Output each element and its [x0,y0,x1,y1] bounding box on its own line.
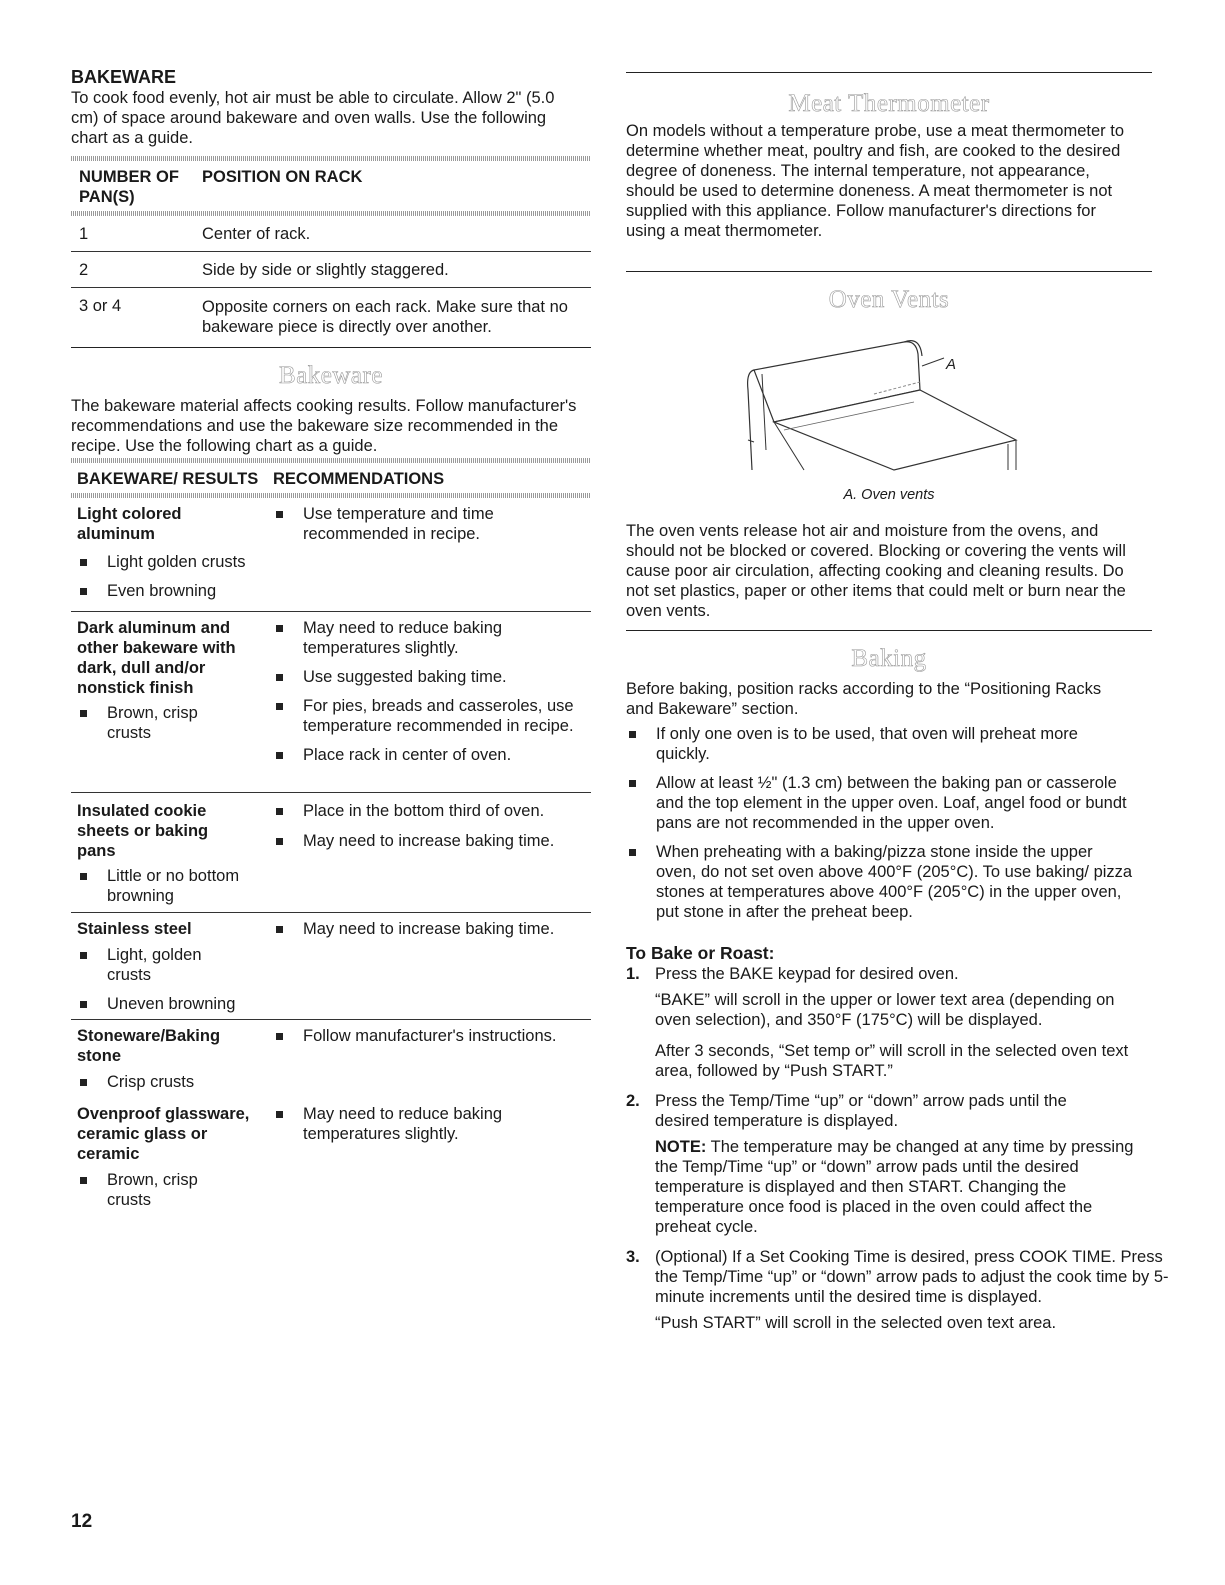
bakeware-results-table [71,458,591,1216]
result-item: Crisp crusts [77,1072,273,1092]
bakeware-type: Dark aluminum and other bakeware with dark, dull and/or nonstick finish [77,619,236,697]
recommendation-item: Use suggested baking time. [273,667,591,687]
pan-position: Center of rack. [202,225,311,243]
table-row [71,793,591,913]
bake-steps [626,964,1169,1333]
recommendation-item: May need to reduce baking temperatures slightly. [273,618,553,658]
step-detail: “BAKE” will scroll in the upper or lower text area (depending on oven selection), and 350°F (175°C) will be displayed. [655,991,1115,1029]
step-text: Press the BAKE keypad for desired oven. [655,965,959,983]
section-rule [626,72,1152,73]
section-title-baking: Baking [851,645,927,672]
result-item: Brown, crisp crusts [77,1170,227,1210]
pan-table [71,156,591,344]
to-bake-or-roast-heading: To Bake or Roast: [626,943,775,963]
table-row [71,913,591,1020]
result-item: Brown, crisp crusts [77,703,227,743]
bakeware-type: Light colored aluminum [77,505,182,543]
table-row [71,1102,591,1216]
recommendation-item: Place in the bottom third of oven. [273,801,591,821]
list-item: When preheating with a baking/pizza stone inside the upper oven, do not set oven above 400°F (205°C). To use baking/ pizza stones at temperatures above 400°F (205°C) in the upper oven, put stone in after the preheat beep. [626,842,1136,922]
recommendation-item: May need to increase baking time. [273,919,591,939]
results-col-header-recommendations: RECOMMENDATIONS [273,470,445,488]
step-detail: “Push START” will scroll in the selected oven text area. [655,1314,1057,1332]
table-row [71,288,591,344]
recommendation-item: Place rack in center of oven. [273,745,591,765]
bakeware-section-intro: The bakeware material affects cooking results. Follow manufacturer's recommendations and use the bakeware size recommended in the recipe. Use the following chart as a guide. [71,397,577,455]
pan-count: 1 [79,225,89,243]
pan-col-header-number: NUMBER OF PAN(S) [79,168,179,206]
section-rule [71,347,591,348]
recommendation-item: Follow manufacturer's instructions. [273,1026,591,1046]
recommendation-item: May need to reduce baking temperatures slightly. [273,1104,553,1144]
bakeware-type: Stainless steel [77,920,192,938]
bakeware-heading: BAKEWARE [71,67,177,87]
step-note [626,1137,1145,1237]
step-detail: After 3 seconds, “Set temp or” will scroll in the selected oven text area, followed by “Push START.” [655,1042,1129,1080]
meat-thermometer-text: On models without a temperature probe, use a meat thermometer to determine whether meat, poultry and fish, are cooked to the desired degree of doneness. The internal temperature, not appearance, should be used to determine doneness. A meat thermometer is not supplied with this appliance. Follow manufacturer's directions for using a meat thermometer. [626,122,1124,240]
pan-position: Side by side or slightly staggered. [202,261,449,279]
pan-col-header-position: POSITION ON RACK [202,168,363,186]
oven-vents-text: The oven vents release hot air and moisture from the ovens, and should not be blocked or covered. Blocking or covering the vents will cause poor air circulation, affecting cooking and cleaning results. Do not set plastics, paper or other items that could melt or burn near the oven vents. [626,522,1126,620]
result-item: Light, golden crusts [77,945,227,985]
step-1 [626,964,1152,984]
section-title-oven-vents: Oven Vents [828,286,950,313]
step-2 [626,1091,1125,1131]
section-title-meat-thermometer: Meat Thermometer [788,90,990,117]
bakeware-type: Ovenproof glassware, ceramic glass or ceramic [77,1105,250,1163]
note-text: The temperature may be changed at any time by pressing the Temp/Time “up” or “down” arrow pads until the desired temperature is displayed and then START. Changing the temperature once food is placed in the oven could affect the preheat cycle. [655,1138,1134,1236]
list-item: Allow at least ½" (1.3 cm) between the baking pan or casserole and the top element in the upper oven. Loaf, angel food or bundt pans are not recommended in the upper oven. [626,773,1146,833]
bakeware-type: Stoneware/Baking stone [77,1027,221,1065]
table-row [71,1020,591,1102]
recommendation-item: For pies, breads and casseroles, use temperature recommended in recipe. [273,696,583,736]
pan-count: 3 or 4 [79,297,122,315]
step-number: 2. [626,1092,640,1110]
step-text: (Optional) If a Set Cooking Time is desired, press COOK TIME. Press the Temp/Time “up” or “down” arrow pads to adjust the cook time by 5-minute increments until the desired time is displayed. [655,1248,1169,1306]
bakeware-type: Insulated cookie sheets or baking pans [77,802,209,860]
baking-bullets [626,724,1146,922]
list-item: If only one oven is to be used, that oven will preheat more quickly. [626,724,1136,764]
bakeware-intro: To cook food evenly, hot air must be able to circulate. Allow 2" (5.0 cm) of space around bakeware and oven walls. Use the following chart as a guide. [71,89,555,147]
result-item: Uneven browning [77,994,273,1014]
step-text: Press the Temp/Time “up” or “down” arrow pads until the desired temperature is displayed. [655,1092,1067,1130]
recommendation-item: Use temperature and time recommended in recipe. [273,504,553,544]
step-number: 3. [626,1248,640,1266]
result-item: Little or no bottom browning [77,866,267,906]
recommendation-item: May need to increase baking time. [273,831,591,851]
table-row [71,612,591,793]
table-row [71,252,591,288]
section-title-bakeware: Bakeware [279,362,383,389]
oven-vents-illustration [744,330,1034,480]
result-item: Light golden crusts [77,552,273,572]
table-row [71,498,591,612]
table-row [71,216,591,252]
baking-intro: Before baking, position racks according to the “Positioning Racks and Bakeware” section. [626,680,1102,718]
pan-count: 2 [79,261,89,279]
callout-label: A [946,356,957,373]
page-number: 12 [71,1511,93,1532]
result-item: Even browning [77,581,273,601]
note-label: NOTE: [655,1138,707,1156]
step-number: 1. [626,965,640,983]
figure-caption: A. Oven vents [843,487,935,503]
step-3 [626,1247,1170,1307]
pan-position: Opposite corners on each rack. Make sure that no bakeware piece is directly over another. [202,298,568,336]
section-rule [626,271,1152,272]
section-rule [626,630,1152,631]
results-col-header-bakeware: BAKEWARE/ RESULTS [77,470,259,488]
